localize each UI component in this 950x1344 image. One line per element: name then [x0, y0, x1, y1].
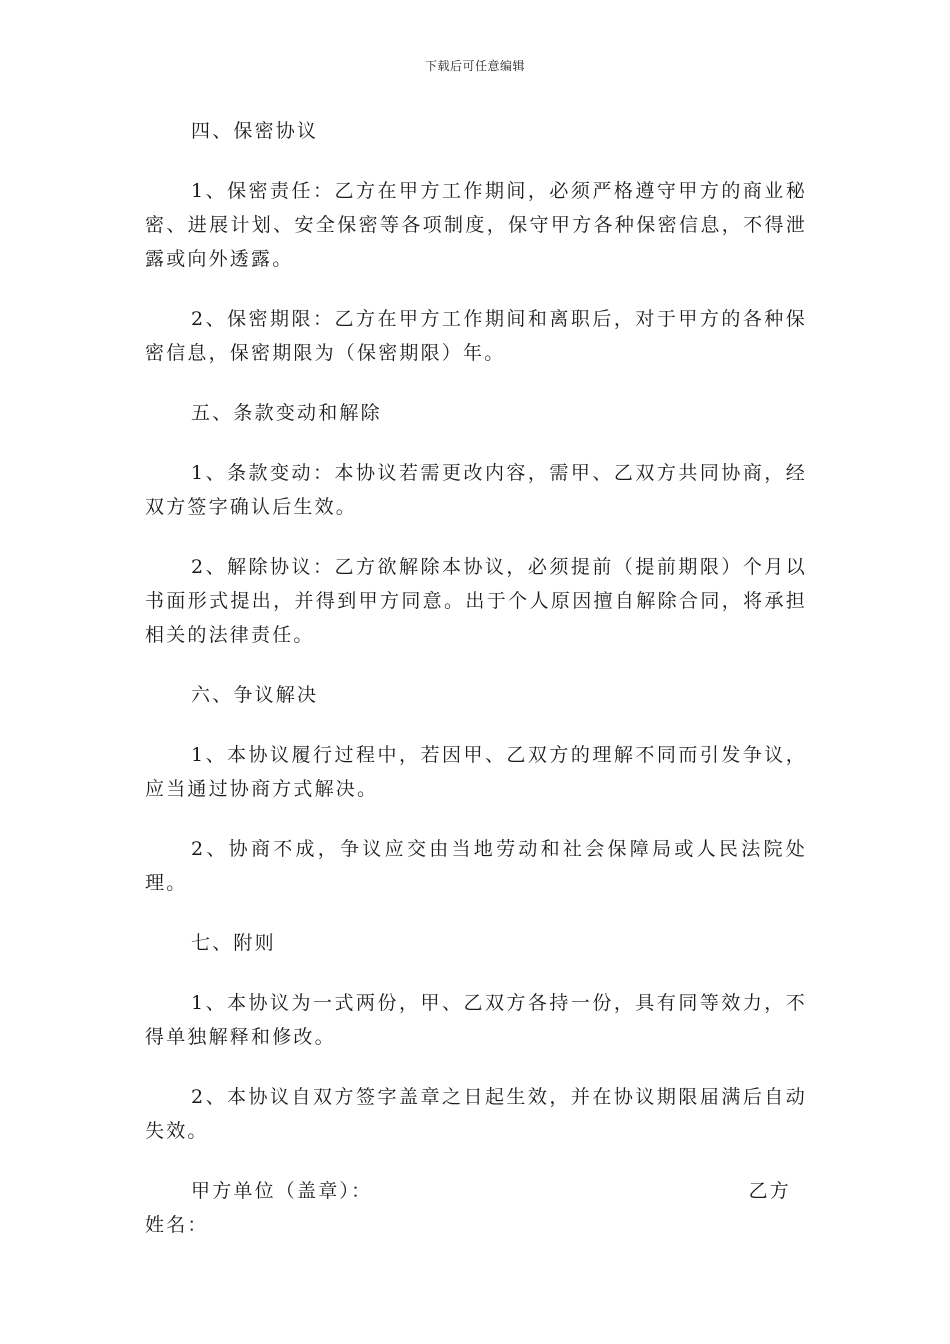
clause-paragraph: 1、保密责任：乙方在甲方工作期间，必须严格遵守甲方的商业秘密、进展计划、安全保密等各项制度，保守甲方各种保密信息，不得泄露或向外透露。 [145, 180, 807, 270]
clause-paragraph: 2、解除协议：乙方欲解除本协议，必须提前（提前期限）个月以书面形式提出，并得到甲方同意。出于个人原因擅自解除合同，将承担相关的法律责任。 [145, 556, 807, 646]
signature-block [145, 1174, 807, 1242]
section-heading: 五、条款变动和解除 [191, 402, 382, 424]
party-b-label: 乙方 [748, 1180, 791, 1202]
section-heading: 七、附则 [191, 932, 276, 954]
clause-paragraph: 2、协商不成，争议应交由当地劳动和社会保障局或人民法院处理。 [145, 838, 807, 894]
document-body [145, 114, 807, 1242]
section-dispute-resolution [145, 678, 807, 900]
clause-paragraph: 2、本协议自双方签字盖章之日起生效，并在协议期限届满后自动失效。 [145, 1086, 807, 1142]
clause-paragraph: 2、保密期限：乙方在甲方工作期间和离职后，对于甲方的各种保密信息，保密期限为（保密期限）年。 [145, 308, 807, 364]
party-a-seal-label: 甲方单位（盖章）： [191, 1180, 373, 1202]
section-heading: 四、保密协议 [191, 120, 319, 142]
page-header-note: 下载后可任意编辑 [424, 59, 525, 73]
clause-paragraph: 1、本协议为一式两份，甲、乙双方各持一份，具有同等效力，不得单独解释和修改。 [145, 992, 807, 1048]
section-heading: 六、争议解决 [191, 684, 319, 706]
clause-paragraph: 1、条款变动：本协议若需更改内容，需甲、乙双方共同协商，经双方签字确认后生效。 [145, 462, 807, 518]
section-supplementary [145, 926, 807, 1148]
section-amendment-termination [145, 396, 807, 652]
section-confidentiality [145, 114, 807, 370]
name-label: 姓名： [145, 1214, 209, 1236]
signature-row [145, 1174, 807, 1208]
clause-paragraph: 1、本协议履行过程中，若因甲、乙双方的理解不同而引发争议，应当通过协商方式解决。 [145, 744, 807, 800]
